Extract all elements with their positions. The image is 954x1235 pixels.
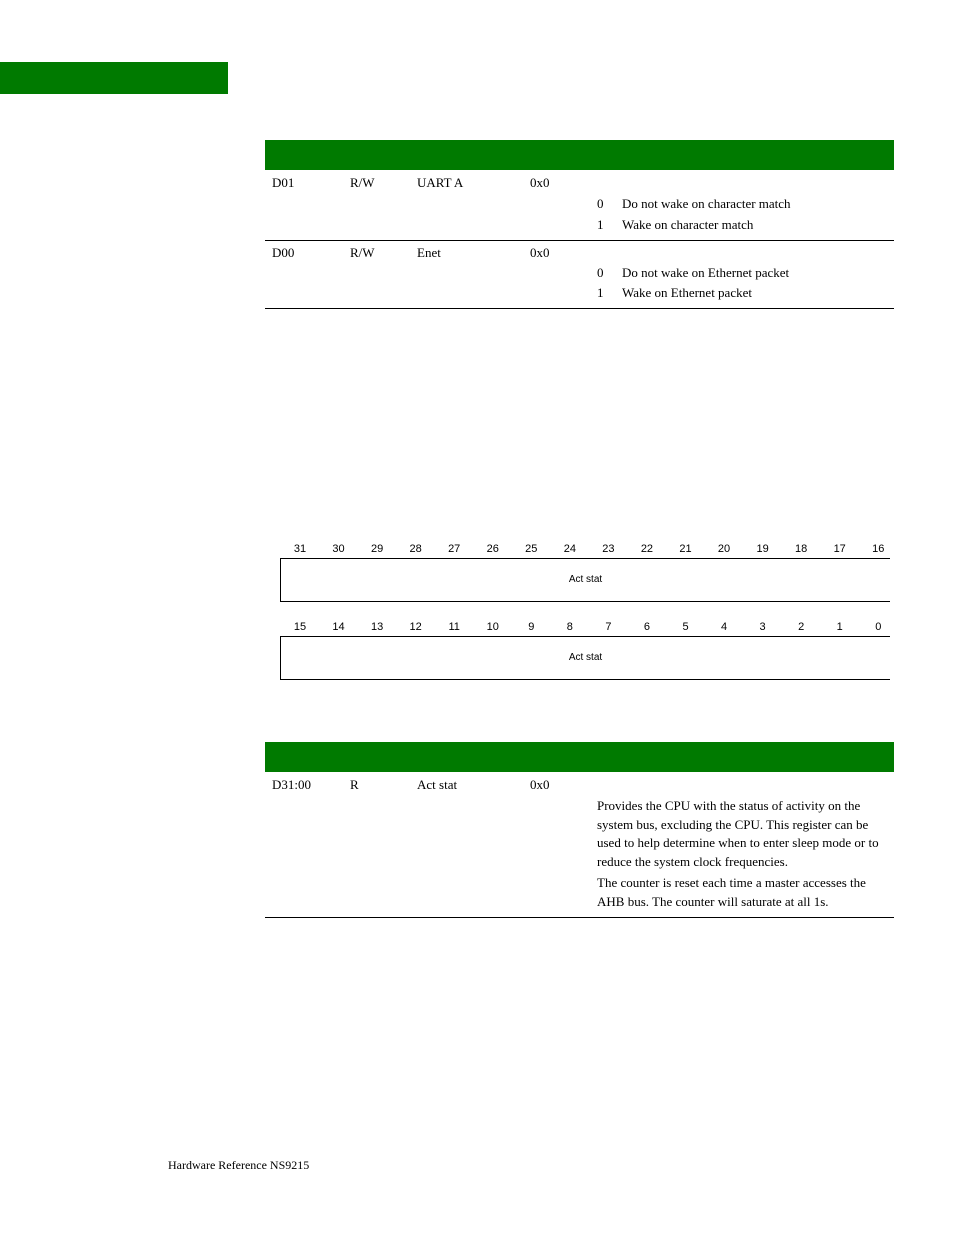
table-row — [265, 772, 894, 918]
description-cell — [597, 797, 889, 914]
bit-number: 3 — [759, 621, 766, 633]
bit-number: 14 — [332, 621, 345, 633]
mnemonic-cell: UART A — [417, 175, 464, 190]
bit-number: 21 — [679, 543, 692, 555]
bit-number: 28 — [409, 543, 422, 555]
register-bit-table-2 — [265, 742, 894, 918]
bit-number: 26 — [486, 543, 499, 555]
register-bit-map — [280, 542, 890, 680]
bit-number: 16 — [872, 543, 885, 555]
access-cell: R/W — [350, 245, 375, 260]
option-text: Do not wake on Ethernet packet — [622, 265, 790, 280]
bit-number: 11 — [448, 621, 460, 633]
table-row — [265, 170, 894, 241]
bit-number: 22 — [640, 543, 654, 555]
field-label: Act stat — [568, 652, 603, 663]
bits-cell: D00 — [272, 245, 295, 260]
bit-number: 5 — [682, 621, 689, 633]
field-label: Act stat — [568, 574, 603, 585]
bit-number: 15 — [293, 621, 307, 633]
option-text: Wake on character match — [622, 217, 754, 232]
bit-field-upper — [280, 558, 890, 602]
bit-number: 29 — [370, 543, 384, 555]
option-value: 0 — [597, 196, 604, 211]
option-value: 1 — [597, 285, 604, 300]
bit-number-row-lower — [280, 620, 890, 636]
bits-cell: D01 — [272, 175, 295, 190]
chapter-tab-bar — [0, 62, 228, 94]
bit-number: 18 — [795, 543, 808, 555]
bits-cell: D31:00 — [272, 777, 311, 792]
bit-number: 17 — [833, 543, 846, 555]
mnemonic-cell: Enet — [417, 245, 441, 260]
description-paragraph: Provides the CPU with the status of activity on the system bus, excluding the CPU. This register can be used to help determine when to enter sleep mode or to reduce the system clock frequencies. — [597, 798, 879, 869]
access-cell: R — [350, 777, 359, 792]
bit-number: 23 — [602, 543, 615, 555]
bit-number: 13 — [370, 621, 384, 633]
option-text: Wake on Ethernet packet — [622, 285, 752, 300]
bit-number: 30 — [332, 543, 345, 555]
bit-number: 24 — [563, 543, 576, 555]
bit-number: 8 — [566, 621, 573, 633]
bit-number: 27 — [448, 543, 461, 555]
option-value: 1 — [597, 217, 604, 232]
bit-number: 7 — [605, 621, 612, 633]
table-header-bar — [265, 140, 894, 170]
table-row — [265, 241, 894, 309]
bit-number: 10 — [486, 621, 499, 633]
bit-number: 1 — [836, 621, 843, 633]
access-cell: R/W — [350, 175, 375, 190]
reset-cell: 0x0 — [530, 175, 550, 190]
description-paragraph: The counter is reset each time a master accesses the AHB bus. The counter will saturate at all 1s. — [597, 875, 866, 909]
bit-number: 4 — [720, 621, 728, 633]
table-header-bar — [265, 742, 894, 772]
option-value: 0 — [597, 265, 604, 280]
reset-cell: 0x0 — [530, 777, 550, 792]
bit-number: 19 — [756, 543, 769, 555]
bit-number: 12 — [409, 621, 422, 633]
bit-number: 0 — [875, 621, 882, 633]
page-footer: Hardware Reference NS9215 — [168, 1158, 310, 1172]
mnemonic-cell: Act stat — [417, 777, 458, 792]
bit-number: 6 — [643, 621, 650, 633]
bit-number: 9 — [528, 621, 535, 633]
bit-number: 31 — [293, 543, 307, 555]
bit-number: 2 — [798, 621, 805, 633]
bit-number-row-upper — [280, 542, 890, 558]
bit-number: 25 — [525, 543, 538, 555]
option-text: Do not wake on character match — [622, 196, 791, 211]
bit-number: 20 — [717, 543, 731, 555]
bit-field-lower — [280, 636, 890, 680]
register-bit-table-1 — [265, 140, 894, 309]
reset-cell: 0x0 — [530, 245, 550, 260]
